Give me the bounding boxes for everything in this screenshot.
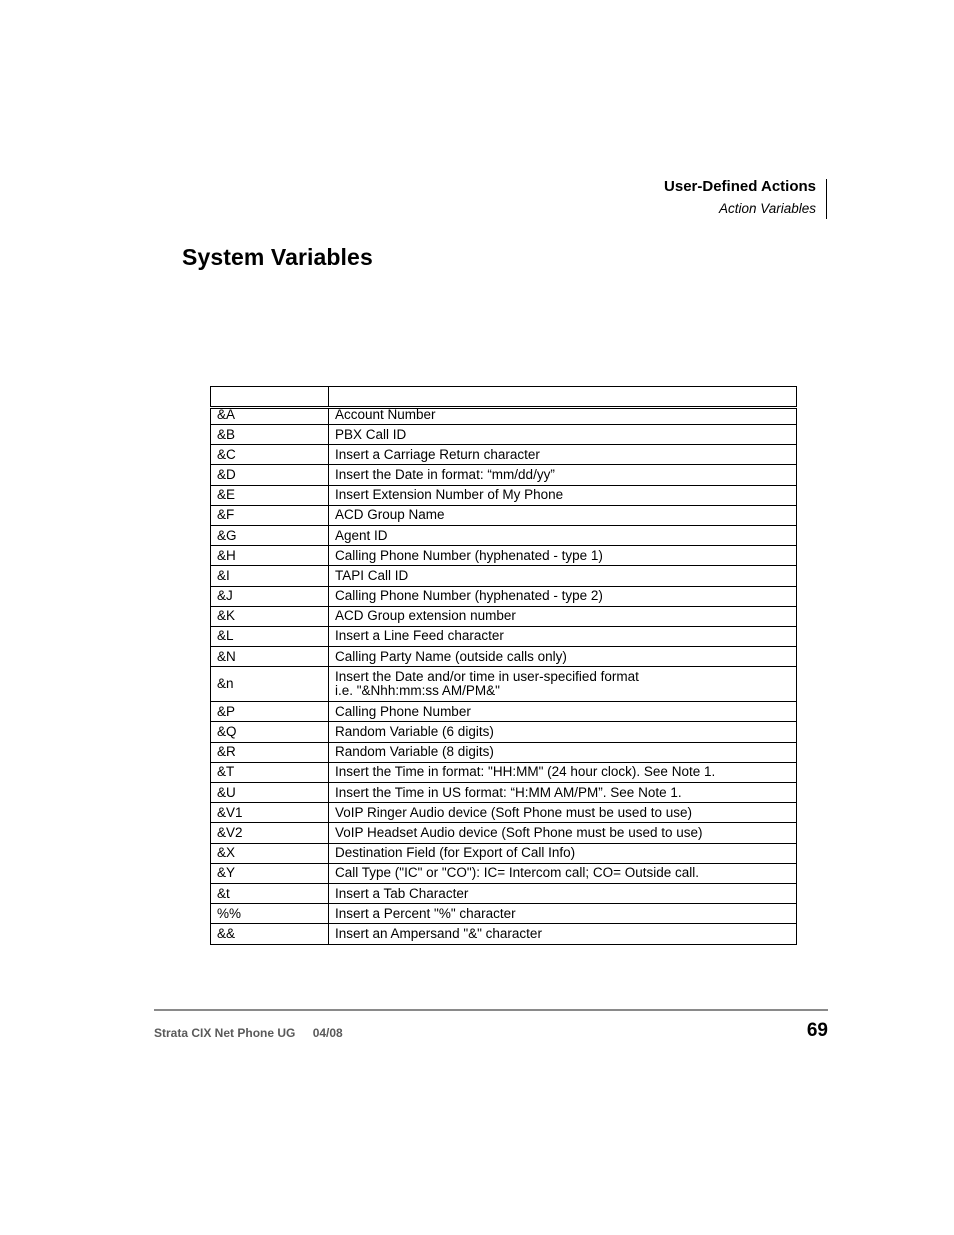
description-cell: VoIP Headset Audio device (Soft Phone must be used to use) [329,823,797,843]
description-cell: Call Type ("IC" or "CO"): IC= Intercom call; CO= Outside call. [329,863,797,883]
description-cell: Insert a Tab Character [329,883,797,903]
column-header-description [329,387,797,408]
variable-cell: &J [211,586,329,606]
variable-cell: &F [211,505,329,525]
table-row [211,904,797,924]
variable-cell: &U [211,783,329,803]
variable-cell: &V2 [211,823,329,843]
description-cell: Calling Phone Number (hyphenated - type 2) [329,586,797,606]
description-cell: Calling Party Name (outside calls only) [329,647,797,667]
variable-cell: &R [211,742,329,762]
table-row [211,883,797,903]
description-cell: Insert Extension Number of My Phone [329,485,797,505]
description-cell: ACD Group Name [329,505,797,525]
table-row [211,924,797,944]
description-cell: Random Variable (6 digits) [329,722,797,742]
column-header-variable [211,387,329,408]
variable-cell: &C [211,445,329,465]
header-rule [826,179,827,219]
variable-cell: &H [211,546,329,566]
description-cell: Insert the Date in format: “mm/dd/yy” [329,465,797,485]
table-row [211,823,797,843]
description-cell: Calling Phone Number [329,702,797,722]
table-row [211,485,797,505]
table-row [211,465,797,485]
table-row [211,525,797,545]
description-cell: VoIP Ringer Audio device (Soft Phone must be used to use) [329,803,797,823]
footer-date: 04/08 [312,1026,343,1040]
variable-cell: %% [211,904,329,924]
variable-cell: &I [211,566,329,586]
variable-cell: &L [211,626,329,646]
variable-cell: &t [211,883,329,903]
description-cell: Insert a Carriage Return character [329,445,797,465]
table-row [211,762,797,782]
page-title: System Variables [182,244,373,270]
table-row [211,843,797,863]
description-cell: PBX Call ID [329,425,797,445]
chapter-title: User-Defined Actions [664,178,816,195]
variable-cell: &T [211,762,329,782]
table-row [211,445,797,465]
table-row [211,408,797,425]
footer-rule [154,1009,828,1011]
table-row [211,546,797,566]
variable-cell: &E [211,485,329,505]
system-variables-table [210,386,797,945]
description-cell: Insert the Time in US format: “H:MM AM/PM”. See Note 1. [329,783,797,803]
description-cell: Insert the Time in format: "HH:MM" (24 hour clock). See Note 1. [329,762,797,782]
table-row [211,586,797,606]
table-header-row [211,387,797,408]
table-row [211,803,797,823]
table-row [211,425,797,445]
description-cell: Destination Field (for Export of Call Info) [329,843,797,863]
footer-doc-info [154,1026,343,1040]
variable-cell: &D [211,465,329,485]
table-row [211,626,797,646]
variable-cell: && [211,924,329,944]
description-line-1: Insert the Date and/or time in user-specified format [335,669,639,685]
table-row [211,742,797,762]
description-cell: ACD Group extension number [329,606,797,626]
table-row [211,667,797,702]
table-row [211,702,797,722]
variable-cell: &Y [211,863,329,883]
variable-cell: &K [211,606,329,626]
description-cell: Random Variable (8 digits) [329,742,797,762]
table-row [211,566,797,586]
description-cell: Insert a Percent "%" character [329,904,797,924]
table-row [211,606,797,626]
page-number: 69 [806,1020,828,1041]
table-row [211,505,797,525]
footer-doc-title: Strata CIX Net Phone UG [154,1026,296,1040]
table-row [211,863,797,883]
description-cell: Account Number [329,408,797,425]
variable-cell: &Q [211,722,329,742]
table-row [211,647,797,667]
description-cell: Agent ID [329,525,797,545]
variable-cell: &G [211,525,329,545]
description-cell [329,667,797,702]
variable-cell: &N [211,647,329,667]
variable-cell: &V1 [211,803,329,823]
variable-cell: &n [211,667,329,702]
section-title: Action Variables [718,201,816,216]
variable-cell: &B [211,425,329,445]
description-cell: TAPI Call ID [329,566,797,586]
table-row [211,722,797,742]
table-row [211,783,797,803]
running-header [664,176,816,220]
variable-cell: &A [211,408,329,425]
variable-cell: &X [211,843,329,863]
description-cell: Calling Phone Number (hyphenated - type 1) [329,546,797,566]
variable-cell: &P [211,702,329,722]
description-cell: Insert an Ampersand "&" character [329,924,797,944]
description-line-2: i.e. "&Nhh:mm:ss AM/PM&" [335,683,500,699]
description-cell: Insert a Line Feed character [329,626,797,646]
